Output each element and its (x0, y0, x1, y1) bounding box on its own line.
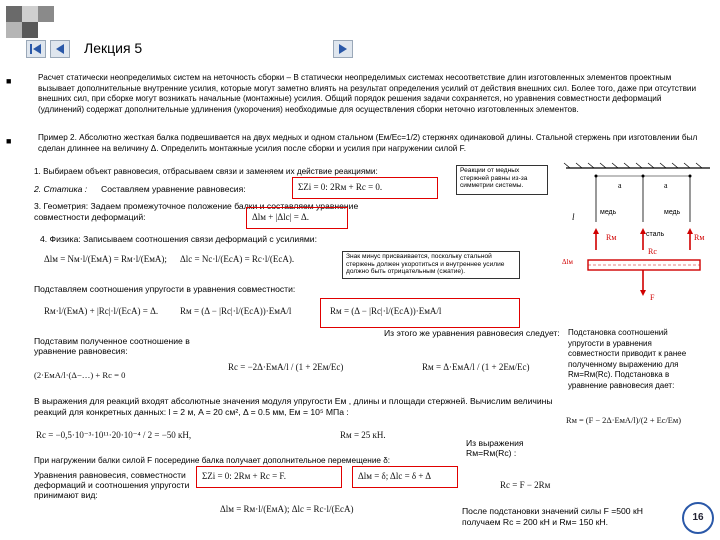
eq-F-formula: ΣZi = 0: 2Rм + Rс = F. (202, 471, 286, 481)
rm-expression-formula: Rм = (Δ − |Rс|·l/(EсA))·EмA/l (180, 306, 292, 316)
rm-result-formula: Rм = Δ·EмA/l / (1 + 2Eм/Eс) (422, 362, 530, 372)
decor-square-1 (6, 6, 22, 22)
prev-slide-button[interactable] (50, 40, 70, 58)
page-number: 16 (682, 502, 714, 534)
label-Rc: Rс (648, 247, 657, 256)
decor-square-2 (22, 6, 38, 22)
rc-expression-formula: Rс = −2Δ·EмA/l / (1 + 2Eм/Eс) (228, 362, 344, 372)
final-text (462, 506, 672, 528)
ceiling-hatch (564, 163, 702, 168)
symmetry-note (456, 165, 548, 195)
label-dlm: Δlм (562, 258, 573, 266)
substitute-2-text (34, 336, 194, 356)
intro-paragraph-2: Пример 2. Абсолютно жесткая балка подвешивается на двух медных и одном стальном (Eм/Eс=1/2) стержнях одинаковой длины. Стальной стержень при изготовлении был сделан длиннее на величину Δ. Определить монтажные усилия после сборки и усилия при нагружении силой F. (38, 133, 698, 153)
bullet-2: ■ (6, 136, 12, 146)
equations-summary-content: Уравнения равновесия, совместности деформаций и соотношения упругости принимают вид: (34, 470, 190, 500)
from-same-eq-text (384, 328, 574, 338)
hooke-copper-formula: Δlм = Nм·l/(EмA) = Rм·l/(EмA); (44, 254, 167, 264)
intro-paragraph-1: Расчет статически неопределимых систем на неточность сборки – В статически неопределимых системах несоответствие длин изготовленных элементов проектным вызывает дополнительные внутренние усилия, которые могут заметно влиять на результат определения усилий от действия внешних сил. Более того, даже при отсутствии внешних сил, при сборке могут возникать начальные (монтажные) усилия. Общий порядок решения задачи сохраняется, но уравнения совместности деформаций (удлинений) содержат дополнительные удлинения (укорочения) необходимые для осуществления сборки неточно изготовленных элементов. (38, 73, 697, 114)
next-slide-button[interactable] (333, 40, 353, 58)
label-a2: a (664, 181, 668, 190)
compat-F-formula: Δlм = δ; Δlс = δ + Δ (358, 471, 432, 481)
sub-compat-formula: Rм·l/(EмA) + |Rс|·l/(EсA) = Δ. (44, 306, 159, 316)
equilibrium-expanded-formula: (2·EмA/l·(Δ−…) + Rс = 0 (34, 370, 126, 380)
step-4-text: 4. Физика: Записываем соотношения связи деформаций с усилиями: (40, 234, 317, 244)
rm-F-formula: Rм = (F − 2Δ·EмA/l)/(2 + Eс/Eм) (566, 416, 682, 425)
step-2-label: 2. Статика : (34, 184, 88, 194)
equilibrium-formula: ΣZi = 0: 2Rм + Rс = 0. (298, 182, 383, 192)
label-copper-1: медь (600, 209, 617, 216)
page-title: Лекция 5 (84, 40, 143, 56)
first-slide-button[interactable] (26, 40, 46, 58)
decor-square-3 (38, 6, 54, 22)
rm-result-boxed: Rм = (Δ − |Rс|·l/(EсA))·EмA/l (330, 306, 442, 316)
right-col-1 (568, 328, 696, 391)
step-1-text: 1. Выбираем объект равновесия, отбрасываем связи и заменяем их действие реакциями: (34, 167, 378, 176)
minus-sign-note-text: Знак минус присваивается, поскольку стальной стержень должен укоротиться и внутреннее усилие должно быть отрицательным (сжатие). (346, 253, 505, 276)
decor-square-4 (6, 22, 22, 38)
rm-numeric-formula: Rм = 25 кН. (340, 430, 386, 440)
label-l: l (572, 212, 575, 222)
hooke-F-formula: Δlм = Rм·l/(EмA); Δlс = Rс·l/(EсA) (220, 504, 354, 514)
right-col-1-content: Подстановка соотношений упругости в уравнения совместности приводит к ранее полученному выражению для Rм=Rм(Rс). Подстановка в уравнение равновесия дает: (568, 328, 687, 390)
absolute-values-text (34, 396, 564, 418)
step-2-text: Составляем уравнение равновесия: (101, 184, 246, 194)
label-copper-2: медь (664, 209, 681, 216)
load-F-text: При нагружении балки силой F посередине балка получает дополнительное перемещение δ: (34, 456, 391, 465)
hooke-steel-formula: Δlс = Nс·l/(EсA) = Rс·l/(EсA). (180, 254, 295, 264)
arrow-right-icon (334, 41, 352, 57)
skip-back-icon (27, 41, 45, 57)
symmetry-note-text: Реакции от медных стержней равны из-за симметрии системы. (460, 167, 528, 190)
absolute-values-content: В выражения для реакций входят абсолютные значения модуля упругости Eм , длины и площади стержней. Вычислим величины реакций для конкретных данных: l = 2 м, A = 20 см², Δ = 0.5 мм, Eм = 10⁵ МПа : (34, 396, 553, 417)
substitute-text: Подставляем соотношения упругости в уравнения совместности: (34, 284, 296, 294)
beam-diagram (560, 162, 716, 318)
label-a1: a (618, 181, 622, 190)
compat-formula: Δlм + |Δlс| = Δ. (252, 212, 310, 222)
arrow-left-icon (51, 41, 69, 57)
label-Rm2: Rм (694, 233, 705, 242)
rc-numeric-formula: Rс = −0,5·10⁻³·10¹¹·20·10⁻⁴ / 2 = −50 кН, (36, 430, 192, 440)
right-col-2 (466, 438, 556, 458)
label-Rm1: Rм (606, 233, 617, 242)
step-3-text-content: 3. Геометрия: Задаем промежуточное положение балки и составляем уравнение совместности деформаций: (34, 201, 359, 222)
rc-F-formula: Rс = F − 2Rм (500, 480, 551, 490)
substitute-2-text-content: Подставим полученное соотношение в уравнение равновесия: (34, 336, 190, 356)
final-content: После подстановки значений силы F =500 кН получаем Rс = 200 кН и Rм= 150 кН. (462, 506, 643, 527)
equations-summary-text (34, 470, 194, 500)
minus-sign-note (342, 251, 520, 279)
from-same-eq-content: Из этого же уравнения равновесия следует: (384, 328, 560, 338)
label-steel: сталь (646, 231, 665, 238)
label-F: F (650, 293, 655, 302)
right-col-2-content: Из выражения Rм=Rм(Rс) : (466, 438, 524, 458)
decor-square-5 (22, 22, 38, 38)
bullet-1: ■ (6, 76, 12, 86)
